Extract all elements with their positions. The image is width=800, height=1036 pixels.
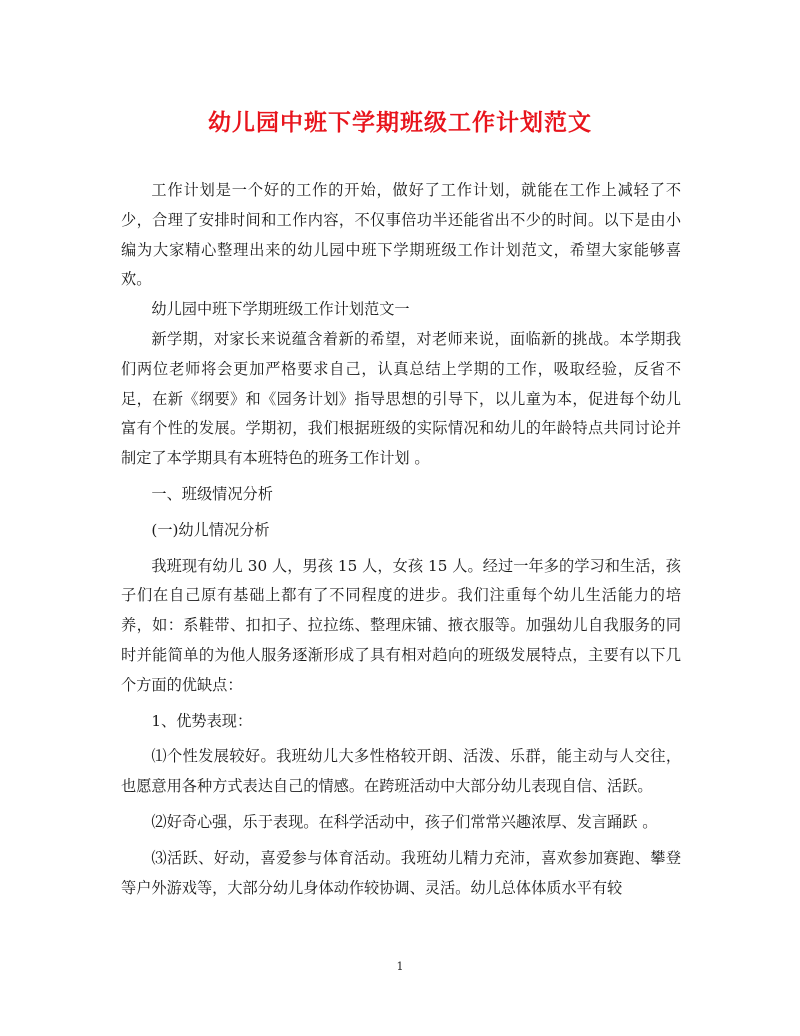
page-number: 1 (396, 960, 404, 973)
section-heading: 一、班级情况分析 (151, 484, 273, 503)
paragraph-subtitle: 幼儿园中班下学期班级工作计划范文一 (151, 300, 410, 319)
list-heading: 1、优势表现： (151, 711, 253, 730)
paragraph-class-status: 我班现有幼儿 30 人，男孩 15 人，女孩 15 人。经过一年多的学习和生活，孩子们在自己原有基础上都有了不同程度的进步。我们注重每个幼儿生活能力的培养，如：系鞋带、扣扣子、拉拉练、整理床铺、掖衣服等。加强幼儿自我服务的同时并能简单的为他人服务逐渐形成了具有相对趋向的班级发展特点，主要有以下几个方面的优缺点： (121, 556, 681, 694)
subsection-heading: (一)幼儿情况分析 (151, 520, 270, 539)
document-body (121, 176, 681, 903)
list-item: ⑴个性发展较好。我班幼儿大多性格较开朗、活泼、乐群，能主动与人交往，也愿意用各种方式表达自己的情感。在跨班活动中大部分幼儿表现自信、活跃。 (121, 747, 681, 796)
paragraph-new-semester: 新学期，对家长来说蕴含着新的希望，对老师来说，面临新的挑战。本学期我们两位老师将会更加严格要求自己，认真总结上学期的工作，吸取经验，反省不足，在新《纲要》和《园务计划》指导思想的引导下，以儿童为本，促进每个幼儿富有个性的发展。学期初，我们根据班级的实际情况和幼儿的年龄特点共同讨论并制定了本学期具有本班特色的班务工作计划 。 (121, 329, 681, 468)
paragraph-intro: 工作计划是一个好的工作的开始，做好了工作计划，就能在工作上减轻了不少，合理了安排时间和工作内容，不仅事倍功半还能省出不少的时间。以下是由小编为大家精心整理出来的幼儿园中班下学期班级工作计划范文，希望大家能够喜欢。 (121, 181, 681, 289)
list-item: ⑵好奇心强，乐于表现。在科学活动中，孩子们常常兴趣浓厚、发言踊跃 。 (151, 812, 658, 831)
list-item: ⑶活跃、好动，喜爱参与体育活动。我班幼儿精力充沛，喜欢参加赛跑、攀登等户外游戏等，大部分幼儿身体动作较协调、灵活。幼儿总体体质水平有较 (121, 848, 681, 897)
document-title: 幼儿园中班下学期班级工作计划范文 (208, 110, 592, 136)
